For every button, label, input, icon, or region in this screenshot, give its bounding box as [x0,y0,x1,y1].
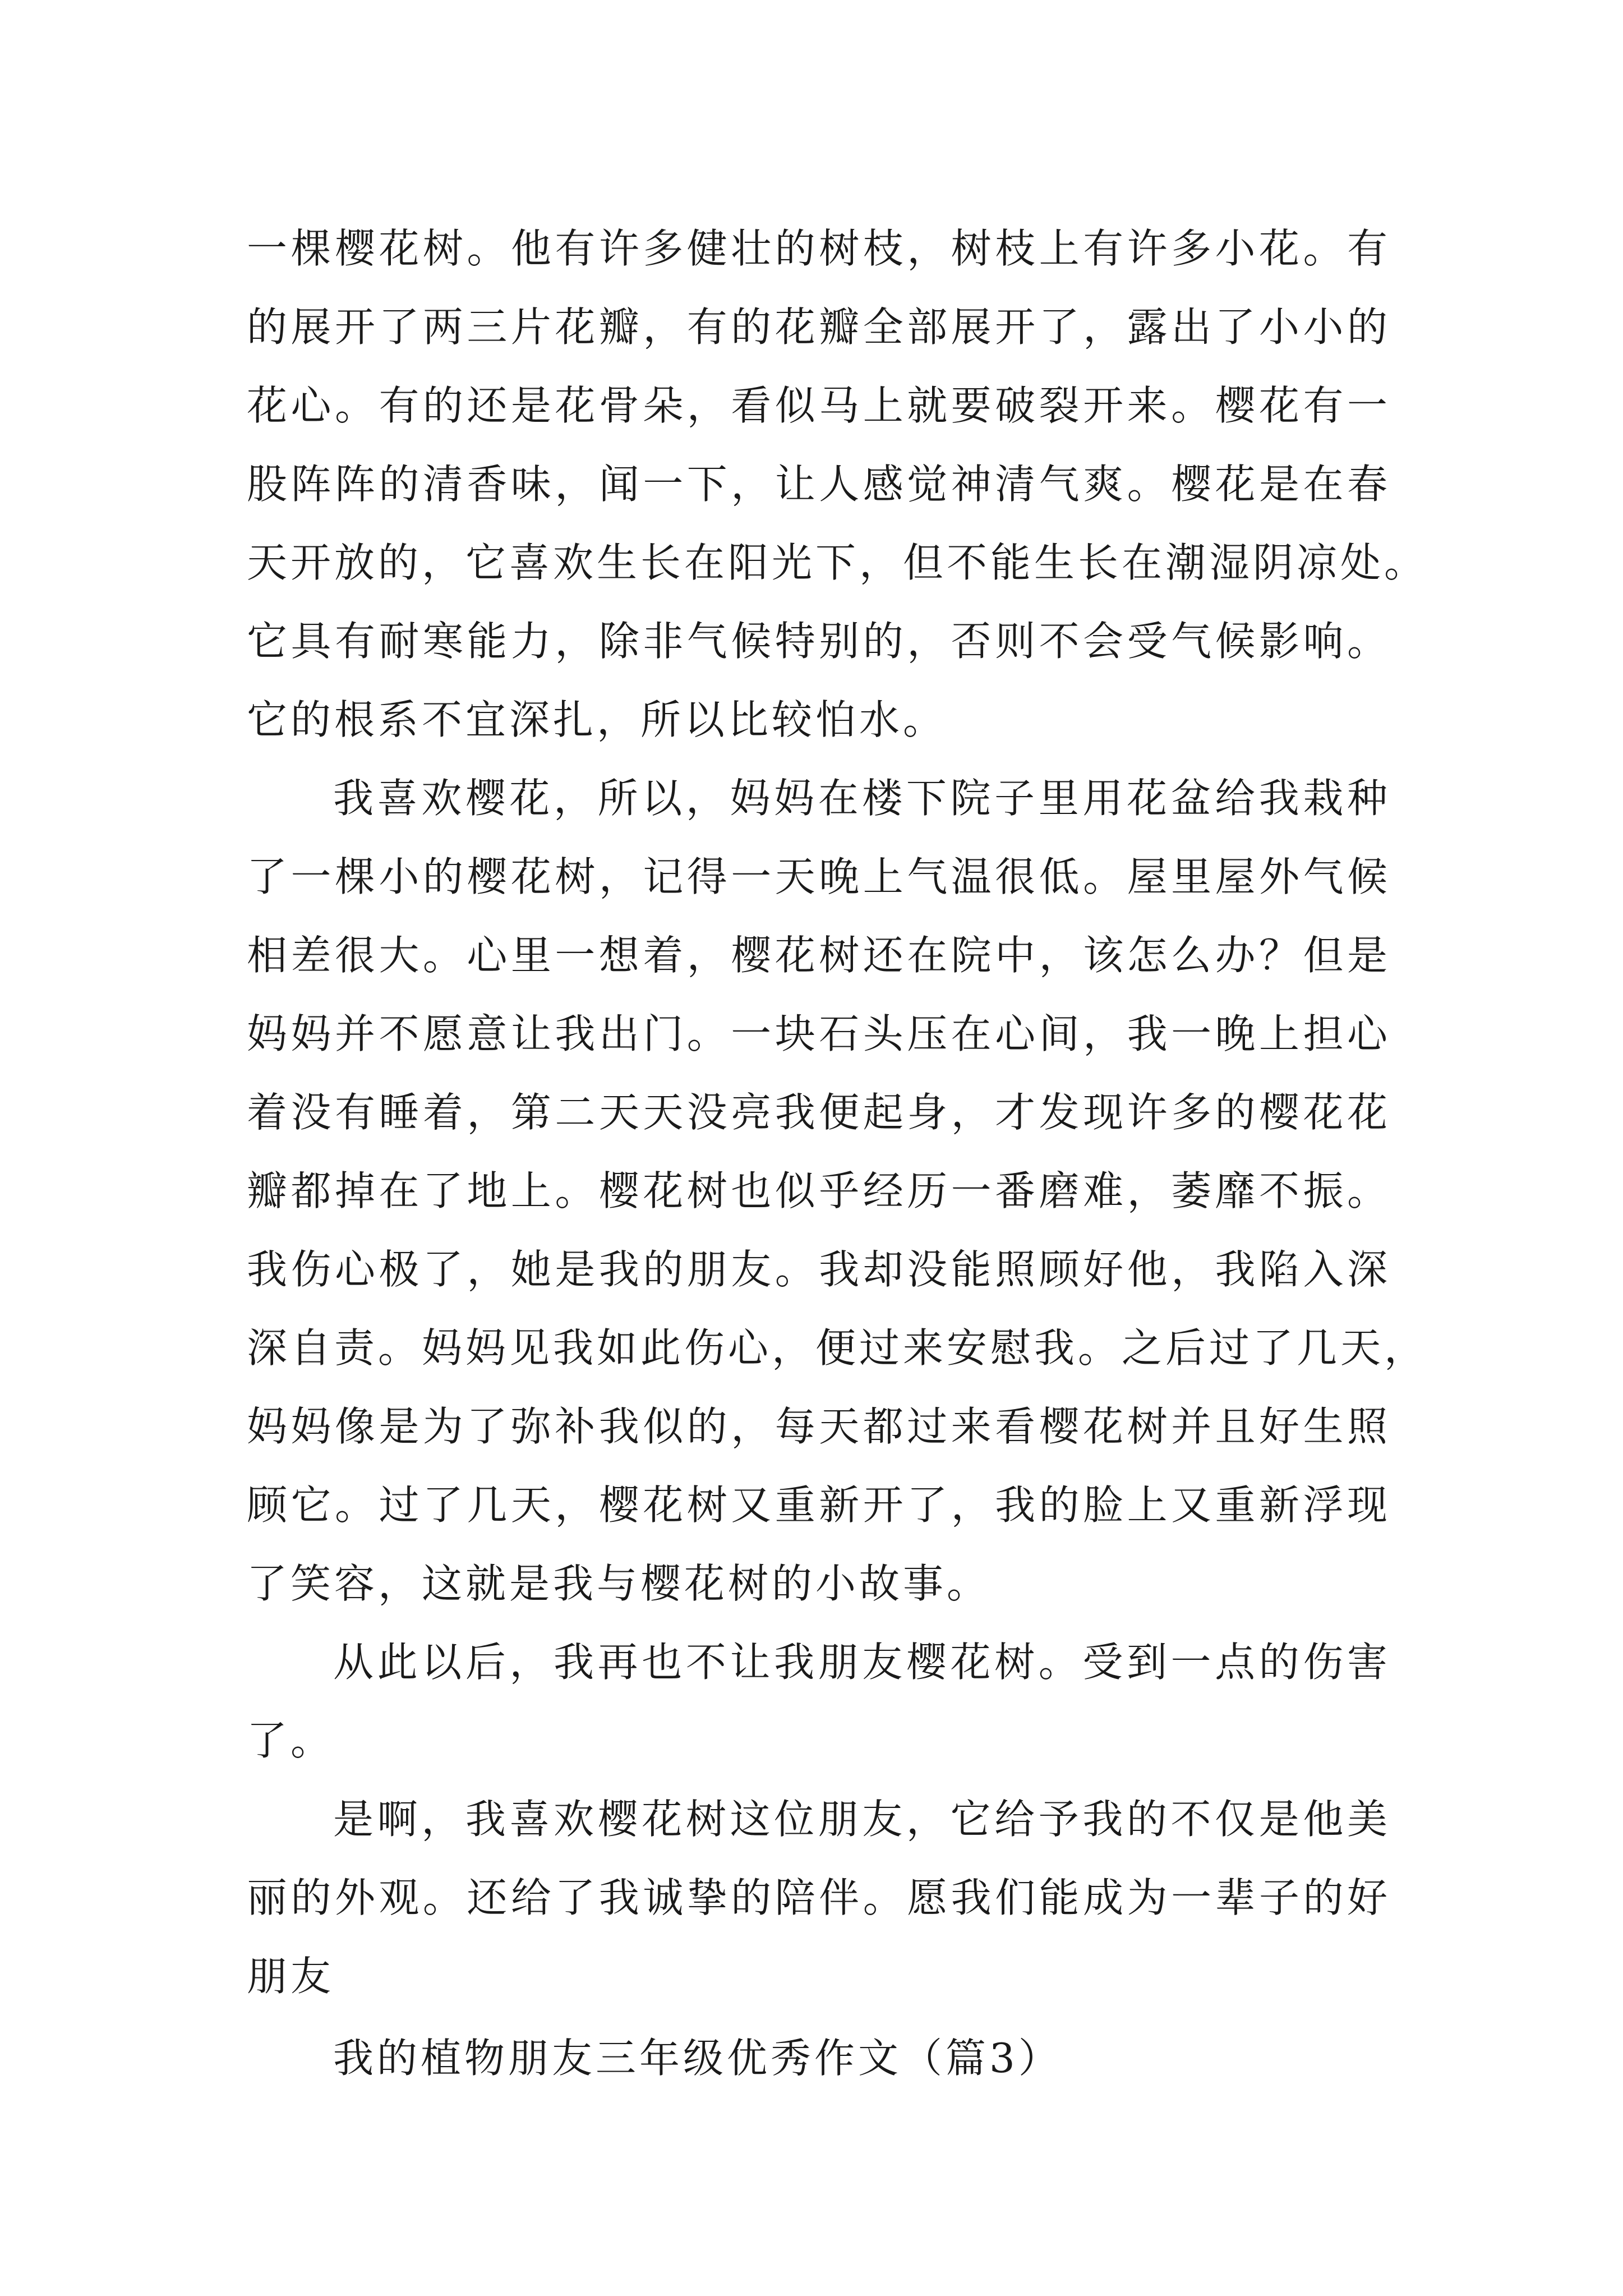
paragraph-4-line-3: 朋友 [247,1953,335,2000]
paragraph-4-line-1: 是啊，我喜欢樱花树这位朋友，它给予我的不仅是他美 [333,1796,1391,1843]
paragraph-1-line-1: 一棵樱花树。他有许多健壮的树枝，树枝上有许多小花。有 [247,225,1391,272]
paragraph-4-line-2: 丽的外观。还给了我诚挚的陪伴。愿我们能成为一辈子的好 [247,1874,1391,1921]
section-heading: 我的植物朋友三年级优秀作文（篇3） [333,2035,1062,2082]
paragraph-2-line-3: 相差很大。心里一想着，樱花树还在院中，该怎么办？但是 [247,932,1391,979]
paragraph-3-line-2: 了。 [247,1717,335,1764]
paragraph-1-line-2: 的展开了两三片花瓣，有的花瓣全部展开了，露出了小小的 [247,303,1391,351]
paragraph-2-line-11: 了笑容，这就是我与樱花树的小故事。 [247,1560,991,1607]
paragraph-3-line-1: 从此以后，我再也不让我朋友樱花树。受到一点的伤害 [333,1639,1391,1686]
paragraph-2-line-9: 妈妈像是为了弥补我似的，每天都过来看樱花树并且好生照 [247,1403,1391,1450]
paragraph-2-line-4: 妈妈并不愿意让我出门。一块石头压在心间，我一晚上担心 [247,1010,1391,1057]
paragraph-1-line-6: 它具有耐寒能力，除非气候特别的，否则不会受气候影响。 [247,618,1391,665]
paragraph-2-line-2: 了一棵小的樱花树，记得一天晚上气温很低。屋里屋外气候 [247,853,1391,900]
paragraph-2-line-6: 瓣都掉在了地上。樱花树也似乎经历一番磨难，萎靡不振。 [247,1167,1391,1214]
paragraph-2-line-1: 我喜欢樱花，所以，妈妈在楼下院子里用花盆给我栽种 [333,775,1391,822]
paragraph-2-line-5: 着没有睡着，第二天天没亮我便起身，才发现许多的樱花花 [247,1089,1391,1136]
paragraph-1-line-7: 它的根系不宜深扎，所以比较怕水。 [247,696,947,743]
paragraph-2-line-7: 我伤心极了，她是我的朋友。我却没能照顾好他，我陷入深 [247,1246,1391,1293]
paragraph-1-line-4: 股阵阵的清香味，闻一下，让人感觉神清气爽。樱花是在春 [247,461,1391,508]
paragraph-2-line-8: 深自责。妈妈见我如此伤心，便过来安慰我。之后过了几天， [247,1324,1428,1372]
paragraph-1-line-3: 花心。有的还是花骨朵，看似马上就要破裂开来。樱花有一 [247,382,1391,429]
paragraph-1-line-5: 天开放的，它喜欢生长在阳光下，但不能生长在潮湿阴凉处。 [247,539,1428,586]
paragraph-2-line-10: 顾它。过了几天，樱花树又重新开了，我的脸上又重新浮现 [247,1481,1391,1529]
